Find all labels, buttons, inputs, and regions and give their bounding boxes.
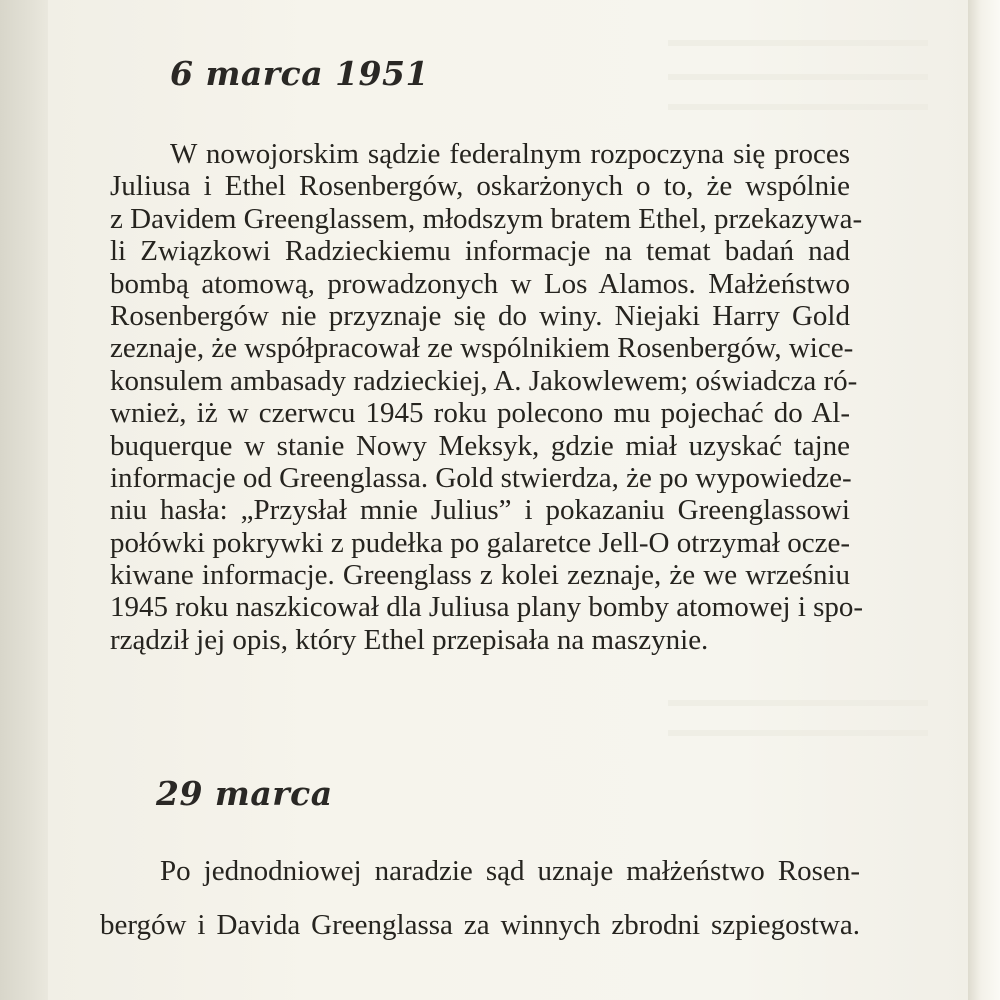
show-through-text	[668, 730, 928, 736]
paragraph-line: bergów i Davida Greenglassa za winnych zbrodni szpiegostwa.	[100, 909, 860, 941]
paragraph-line: rządził jej opis, który Ethel przepisała na maszynie.	[110, 623, 709, 656]
section-paragraph	[100, 844, 860, 952]
section-paragraph	[110, 138, 864, 656]
show-through-text	[668, 40, 928, 46]
paragraph-line: niu hasła: „Przysłał mnie Julius” i pokazaniu Greenglassowi	[110, 494, 850, 527]
section-date-heading: 29 marca	[156, 774, 333, 813]
page-edge	[968, 0, 1000, 1000]
paragraph-line: bombą atomową, prowadzonych w Los Alamos. Małżeństwo	[110, 267, 850, 300]
paragraph-line: buquerque w stanie Nowy Meksyk, gdzie miał uzyskać tajne	[110, 429, 850, 462]
paragraph-line: wnież, iż w czerwcu 1945 roku polecono mu pojechać do Al-	[110, 397, 850, 430]
paragraph-line: Juliusa i Ethel Rosenbergów, oskarżonych o to, że wspólnie	[110, 170, 850, 203]
paragraph-line: informacje od Greenglassa. Gold stwierdza, że po wypowiedze-	[110, 461, 852, 494]
paragraph-line: z Davidem Greenglassem, młodszym bratem Ethel, przekazywa-	[110, 202, 863, 235]
paragraph-line: Po jednodniowej naradzie sąd uznaje małżeństwo Rosen-	[160, 855, 860, 887]
paragraph-line: zeznaje, że współpracował ze wspólnikiem Rosenbergów, wice-	[110, 332, 854, 365]
section-date-heading: 6 marca 1951	[170, 54, 429, 93]
paragraph-line: kiwane informacje. Greenglass z kolei zeznaje, że we wrześniu	[110, 559, 850, 592]
paragraph-line: połówki pokrywki z pudełka po galaretce Jell-O otrzymał ocze-	[110, 526, 850, 559]
paragraph-line: konsulem ambasady radzieckiej, A. Jakowlewem; oświadcza ró-	[110, 364, 858, 397]
show-through-text	[668, 104, 928, 110]
paragraph-line: 1945 roku naszkicował dla Juliusa plany bomby atomowej i spo-	[110, 591, 864, 624]
binding-gutter	[0, 0, 48, 1000]
paragraph-line: W nowojorskim sądzie federalnym rozpoczyna się proces	[170, 138, 850, 170]
paragraph-line: li Związkowi Radzieckiemu informacje na temat badań nad	[110, 235, 850, 268]
show-through-text	[668, 700, 928, 706]
paragraph-line: Rosenbergów nie przyznaje się do winy. Niejaki Harry Gold	[110, 299, 850, 332]
show-through-text	[668, 74, 928, 80]
